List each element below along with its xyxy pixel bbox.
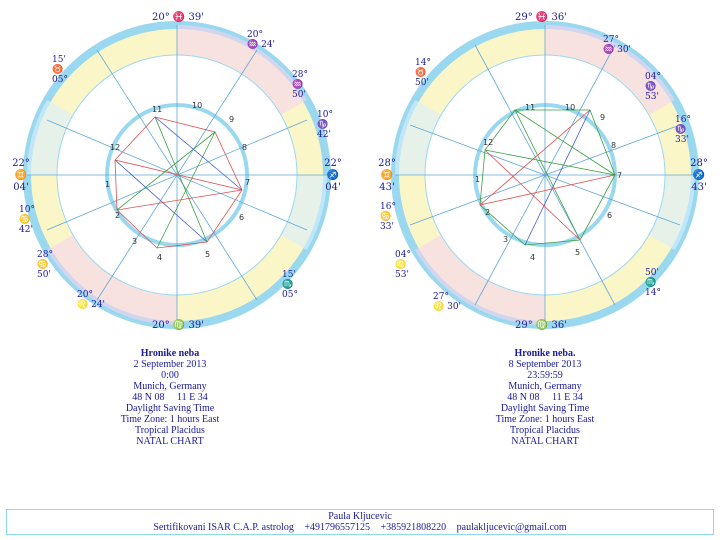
c3-sign: ♌ bbox=[395, 260, 407, 270]
svg-text:9: 9 bbox=[600, 113, 606, 122]
svg-text:8: 8 bbox=[611, 141, 617, 150]
cusp-label-asc bbox=[377, 158, 397, 194]
chart-dst: Daylight Saving Time bbox=[500, 403, 590, 414]
cusp-label-dsc bbox=[689, 158, 709, 194]
c4-deg: 20° bbox=[77, 290, 93, 300]
dsc-deg: 28° bbox=[690, 158, 708, 169]
cusp-label-c12 bbox=[292, 70, 308, 100]
c11-deg: 27° bbox=[603, 35, 619, 45]
cusp-label-asc bbox=[11, 158, 31, 194]
asc-sign: ♊ bbox=[14, 170, 28, 181]
svg-text:2: 2 bbox=[115, 211, 121, 220]
natal-chart-left bbox=[7, 10, 347, 340]
svg-text:11: 11 bbox=[152, 105, 163, 114]
svg-text:10: 10 bbox=[192, 101, 203, 110]
cusp-label-bottom: 20° ♍ 39' bbox=[152, 320, 205, 331]
c12-sign: ♑ bbox=[645, 82, 657, 92]
svg-text:5: 5 bbox=[575, 248, 581, 257]
svg-text:12: 12 bbox=[483, 138, 494, 147]
c9-sign: ♉ bbox=[415, 68, 427, 78]
c3-deg: 04° bbox=[395, 250, 411, 260]
cusp-label-top: 20° ♓ 39' bbox=[152, 12, 205, 23]
svg-text:12: 12 bbox=[110, 143, 121, 152]
c12-sign: ♒ bbox=[292, 80, 304, 90]
svg-text:7: 7 bbox=[245, 178, 251, 187]
svg-text:1: 1 bbox=[475, 175, 481, 184]
asc-deg: 22° bbox=[12, 158, 30, 169]
cusp-label-c2 bbox=[19, 205, 35, 235]
c2-sign: ♋ bbox=[380, 212, 392, 222]
cusp-label-c9 bbox=[415, 58, 431, 88]
svg-text:10: 10 bbox=[565, 103, 576, 112]
dsc-deg: 22° bbox=[324, 158, 342, 169]
chart-zone: Time Zone: 1 hours East bbox=[120, 414, 220, 425]
chart-type: NATAL CHART bbox=[136, 436, 204, 447]
c10b-sign: ♑ bbox=[317, 120, 329, 130]
cusp-label-c10b bbox=[675, 115, 691, 145]
chart-title: Hronike neba. bbox=[514, 348, 576, 359]
c6-deg: 15' bbox=[282, 270, 296, 280]
asc-sign: ♊ bbox=[380, 170, 394, 181]
c11-deg: 20° bbox=[247, 30, 263, 40]
chart-place: Munich, Germany bbox=[508, 381, 582, 392]
svg-text:2: 2 bbox=[485, 208, 491, 217]
c3-min: 53' bbox=[395, 270, 409, 280]
c10b-min: 42' bbox=[317, 130, 331, 140]
c6-min: 05° bbox=[282, 290, 298, 300]
c9-sign: ♉ bbox=[52, 65, 64, 75]
c10b-min: 33' bbox=[675, 135, 689, 145]
c9-deg: 15' bbox=[52, 55, 66, 65]
c6-sign: ♏ bbox=[282, 280, 294, 290]
cusp-label-c3 bbox=[37, 250, 53, 280]
c2-deg: 10° bbox=[19, 205, 35, 215]
c12-min: 50' bbox=[292, 90, 306, 100]
chart-info-right bbox=[415, 348, 675, 447]
natal-chart-right bbox=[375, 10, 715, 340]
phone-1: +491796557125 bbox=[304, 522, 371, 533]
author-name: Paula Kljucevic bbox=[328, 511, 392, 522]
cusp-label-c3 bbox=[395, 250, 411, 280]
c11-min: 30' bbox=[617, 45, 632, 55]
c4-min: 30' bbox=[447, 302, 462, 312]
chart-system: Tropical Placidus bbox=[135, 425, 205, 436]
c12-deg: 04° bbox=[645, 72, 661, 82]
c9-min: 50' bbox=[415, 78, 429, 88]
cusp-label-c4 bbox=[77, 290, 105, 310]
c3-sign: ♋ bbox=[37, 260, 49, 270]
cusp-label-c9 bbox=[52, 55, 68, 85]
svg-text:6: 6 bbox=[607, 211, 613, 220]
chart-date: 2 September 2013 bbox=[133, 359, 207, 370]
email-link[interactable]: paulakljucevic@gmail.com bbox=[456, 522, 567, 533]
chart-time: 0:00 bbox=[161, 370, 179, 381]
dsc-min: 04' bbox=[325, 182, 341, 193]
cusp-label-c11 bbox=[603, 35, 631, 55]
svg-text:1: 1 bbox=[105, 180, 111, 189]
svg-text:9: 9 bbox=[229, 115, 235, 124]
cusp-label-c6 bbox=[645, 268, 661, 298]
c6-deg: 50' bbox=[645, 268, 659, 278]
dsc-sign: ♐ bbox=[692, 170, 706, 181]
cusp-label-c6 bbox=[282, 270, 298, 300]
c2-sign: ♋ bbox=[19, 215, 31, 225]
svg-text:11: 11 bbox=[525, 103, 536, 112]
c11-sign: ♒ bbox=[247, 40, 259, 50]
c4-min: 24' bbox=[91, 300, 106, 310]
svg-text:7: 7 bbox=[617, 171, 623, 180]
c4-deg: 27° bbox=[433, 292, 449, 302]
c3-deg: 28° bbox=[37, 250, 53, 260]
chart-type: NATAL CHART bbox=[511, 436, 579, 447]
c2-min: 42' bbox=[19, 225, 33, 235]
svg-text:4: 4 bbox=[157, 253, 163, 262]
phone-2: +385921808220 bbox=[380, 522, 447, 533]
c4-sign: ♌ bbox=[77, 300, 89, 310]
c11-min: 24' bbox=[261, 40, 276, 50]
cusp-label-c12 bbox=[645, 72, 661, 102]
c11-sign: ♒ bbox=[603, 45, 615, 55]
cusp-label-dsc bbox=[323, 158, 343, 194]
svg-text:3: 3 bbox=[503, 235, 509, 244]
chart-date: 8 September 2013 bbox=[508, 359, 582, 370]
c6-min: 14° bbox=[645, 288, 661, 298]
chart-place: Munich, Germany bbox=[133, 381, 207, 392]
asc-deg: 28° bbox=[378, 158, 396, 169]
c10b-sign: ♑ bbox=[675, 125, 687, 135]
c10b-deg: 10° bbox=[317, 110, 333, 120]
c2-min: 33' bbox=[380, 222, 394, 232]
c9-deg: 14° bbox=[415, 58, 431, 68]
cusp-label-c2 bbox=[380, 202, 396, 232]
chart-dst: Daylight Saving Time bbox=[125, 403, 215, 414]
dsc-min: 43' bbox=[691, 182, 707, 193]
chart-coords: 48 N 08 11 E 34 bbox=[132, 392, 208, 403]
chart-time: 23:59:59 bbox=[527, 370, 563, 381]
asc-min: 04' bbox=[13, 182, 29, 193]
asc-min: 43' bbox=[379, 182, 395, 193]
chart-info-left bbox=[40, 348, 300, 447]
cusp-label-bottom: 29° ♍ 36' bbox=[515, 320, 568, 331]
c6-sign: ♏ bbox=[645, 278, 657, 288]
c3-min: 50' bbox=[37, 270, 51, 280]
svg-text:3: 3 bbox=[132, 237, 138, 246]
chart-zone: Time Zone: 1 hours East bbox=[495, 414, 595, 425]
c12-min: 53' bbox=[645, 92, 659, 102]
svg-text:8: 8 bbox=[242, 143, 248, 152]
dsc-sign: ♐ bbox=[326, 170, 340, 181]
c2-deg: 16° bbox=[380, 202, 396, 212]
credential: Sertifikovani ISAR C.A.P. astrolog bbox=[153, 522, 294, 533]
footer-contact bbox=[6, 509, 714, 535]
cusp-label-c10b bbox=[317, 110, 333, 140]
cusp-label-c4 bbox=[433, 292, 461, 312]
contact-line bbox=[7, 522, 713, 533]
c12-deg: 28° bbox=[292, 70, 308, 80]
svg-text:6: 6 bbox=[239, 213, 245, 222]
chart-coords: 48 N 08 11 E 34 bbox=[507, 392, 583, 403]
c10b-deg: 16° bbox=[675, 115, 691, 125]
chart-system: Tropical Placidus bbox=[510, 425, 580, 436]
chart-title: Hronike neba bbox=[140, 348, 200, 359]
c4-sign: ♌ bbox=[433, 302, 445, 312]
svg-text:5: 5 bbox=[205, 250, 211, 259]
cusp-label-c11 bbox=[247, 30, 275, 50]
cusp-label-top: 29° ♓ 36' bbox=[515, 12, 568, 23]
svg-text:4: 4 bbox=[530, 253, 536, 262]
c9-min: 05° bbox=[52, 75, 68, 85]
